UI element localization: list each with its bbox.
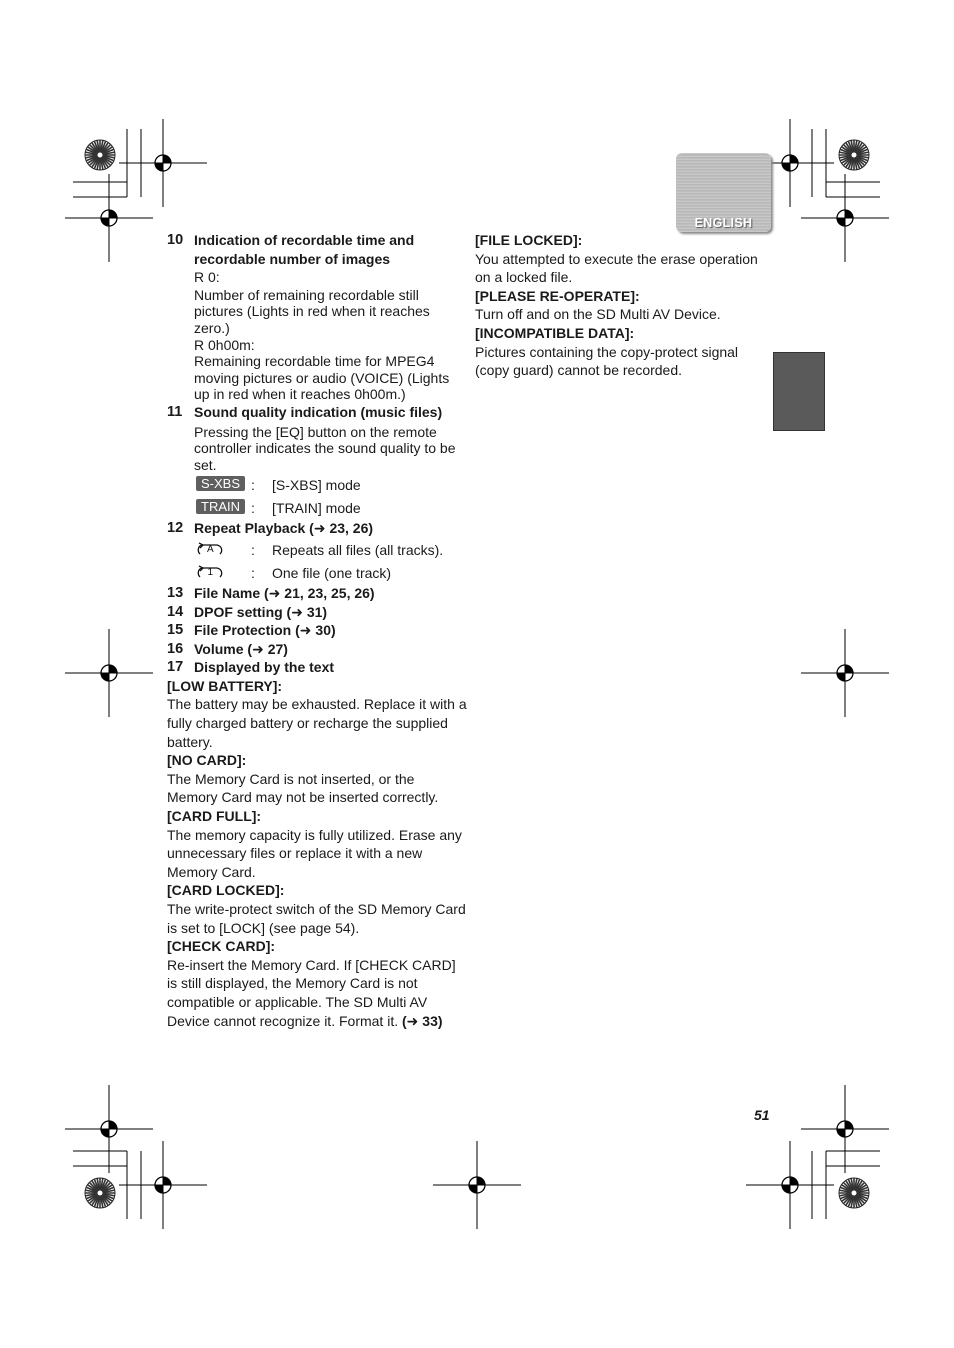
message-heading: [CARD FULL]: [167, 808, 262, 825]
item-number: 11 [167, 403, 183, 420]
svg-text:A: A [207, 543, 214, 555]
repeat-one-icon [196, 564, 224, 585]
message-text: The write-protect switch of the SD Memory Card is set to [LOCK] (see page 54). [167, 901, 466, 936]
mode-text: [S-XBS] mode [272, 477, 361, 494]
repeat-all-row [167, 538, 467, 561]
mode-row-train [167, 496, 467, 519]
message-text: The battery may be exhausted. Replace it with a fully charged battery or recharge the supplied battery. [167, 696, 467, 750]
body-line: Number of remaining recordable still pictures (Lights in red when it reaches zero.) [194, 286, 430, 336]
sxbs-badge: S-XBS [196, 476, 245, 491]
item-title: Indication of recordable time and recordable number of images [194, 232, 415, 267]
svg-text:1: 1 [207, 566, 214, 578]
message-text: Pictures containing the copy-protect signal (copy guard) cannot be recorded. [475, 343, 739, 379]
item-16 [167, 640, 467, 659]
message-text: You attempted to execute the erase operation on a locked file. [475, 250, 758, 286]
language-tab-label: ENGLISH [694, 216, 753, 230]
mode-text: One file (one track) [272, 564, 392, 581]
item-10-body [167, 268, 467, 403]
message-heading: [FILE LOCKED]: [475, 232, 583, 248]
item-17 [167, 658, 467, 677]
language-tab [676, 153, 771, 232]
message-text [167, 956, 467, 1030]
item-number: 15 [167, 622, 184, 639]
item-number: 10 [167, 232, 184, 248]
item-title: File Name (➜ 21, 23, 25, 26) [194, 584, 375, 601]
item-number: 12 [167, 520, 184, 537]
item-title: Repeat Playback (➜ 23, 26) [194, 520, 374, 537]
message-heading: [CARD LOCKED]: [167, 882, 285, 899]
message-heading: [CHECK CARD]: [167, 938, 276, 955]
item-11-desc: Pressing the [EQ] button on the remote controller indicates the sound quality to be set. [194, 423, 456, 473]
right-column [475, 231, 775, 380]
colon: : [251, 500, 255, 517]
item-13 [167, 584, 467, 603]
body-line: Remaining recordable time for MPEG4 moving pictures or audio (VOICE) (Lights up in red when it reaches 0h00m.) [194, 353, 450, 403]
message-text: Turn off and on the SD Multi AV Device. [475, 306, 721, 323]
colon: : [251, 564, 255, 581]
message-text: The Memory Card is not inserted, or the Memory Card may not be inserted correctly. [167, 770, 439, 806]
message-body: Re-insert the Memory Card. If [CHECK CARD] is still displayed, the Memory Card is not compatible or applicable. The SD Multi AV Device cannot recognize it. Format it. [167, 956, 456, 1029]
item-title: Volume (➜ 27) [194, 640, 288, 657]
item-title: Sound quality indication (music files) [194, 403, 443, 420]
item-12 [167, 519, 467, 538]
message-heading: [LOW BATTERY]: [167, 677, 283, 694]
item-title: DPOF setting (➜ 31) [194, 603, 328, 620]
body-line: R 0h00m: [194, 336, 255, 353]
body-line: R 0: [194, 269, 220, 286]
item-11 [167, 403, 467, 422]
page-number: 51 [754, 1107, 770, 1123]
repeat-all-icon [196, 541, 224, 562]
left-column [167, 231, 467, 1030]
item-number: 17 [167, 659, 184, 676]
colon: : [251, 541, 255, 558]
train-badge: TRAIN [196, 499, 245, 514]
item-number: 14 [167, 603, 184, 620]
item-15 [167, 621, 467, 640]
mode-row-sxbs [167, 473, 467, 496]
item-title: File Protection (➜ 30) [194, 622, 336, 639]
repeat-one-row [167, 561, 467, 584]
item-number: 16 [167, 640, 184, 657]
item-number: 13 [167, 584, 184, 601]
message-text: The memory capacity is fully utilized. Erase any unnecessary files or replace it with a new Memory Card. [167, 826, 462, 880]
mode-text: Repeats all files (all tracks). [272, 541, 444, 558]
page-reference: (➜ 33) [402, 1012, 443, 1029]
colon: : [251, 477, 255, 494]
message-heading: [PLEASE RE-OPERATE]: [475, 287, 640, 304]
item-title: Displayed by the text [194, 659, 335, 676]
item-10 [167, 231, 467, 268]
mode-text: [TRAIN] mode [272, 500, 361, 517]
item-14 [167, 603, 467, 622]
message-heading: [INCOMPATIBLE DATA]: [475, 324, 635, 341]
section-side-tab [773, 352, 825, 431]
message-heading: [NO CARD]: [167, 752, 247, 769]
